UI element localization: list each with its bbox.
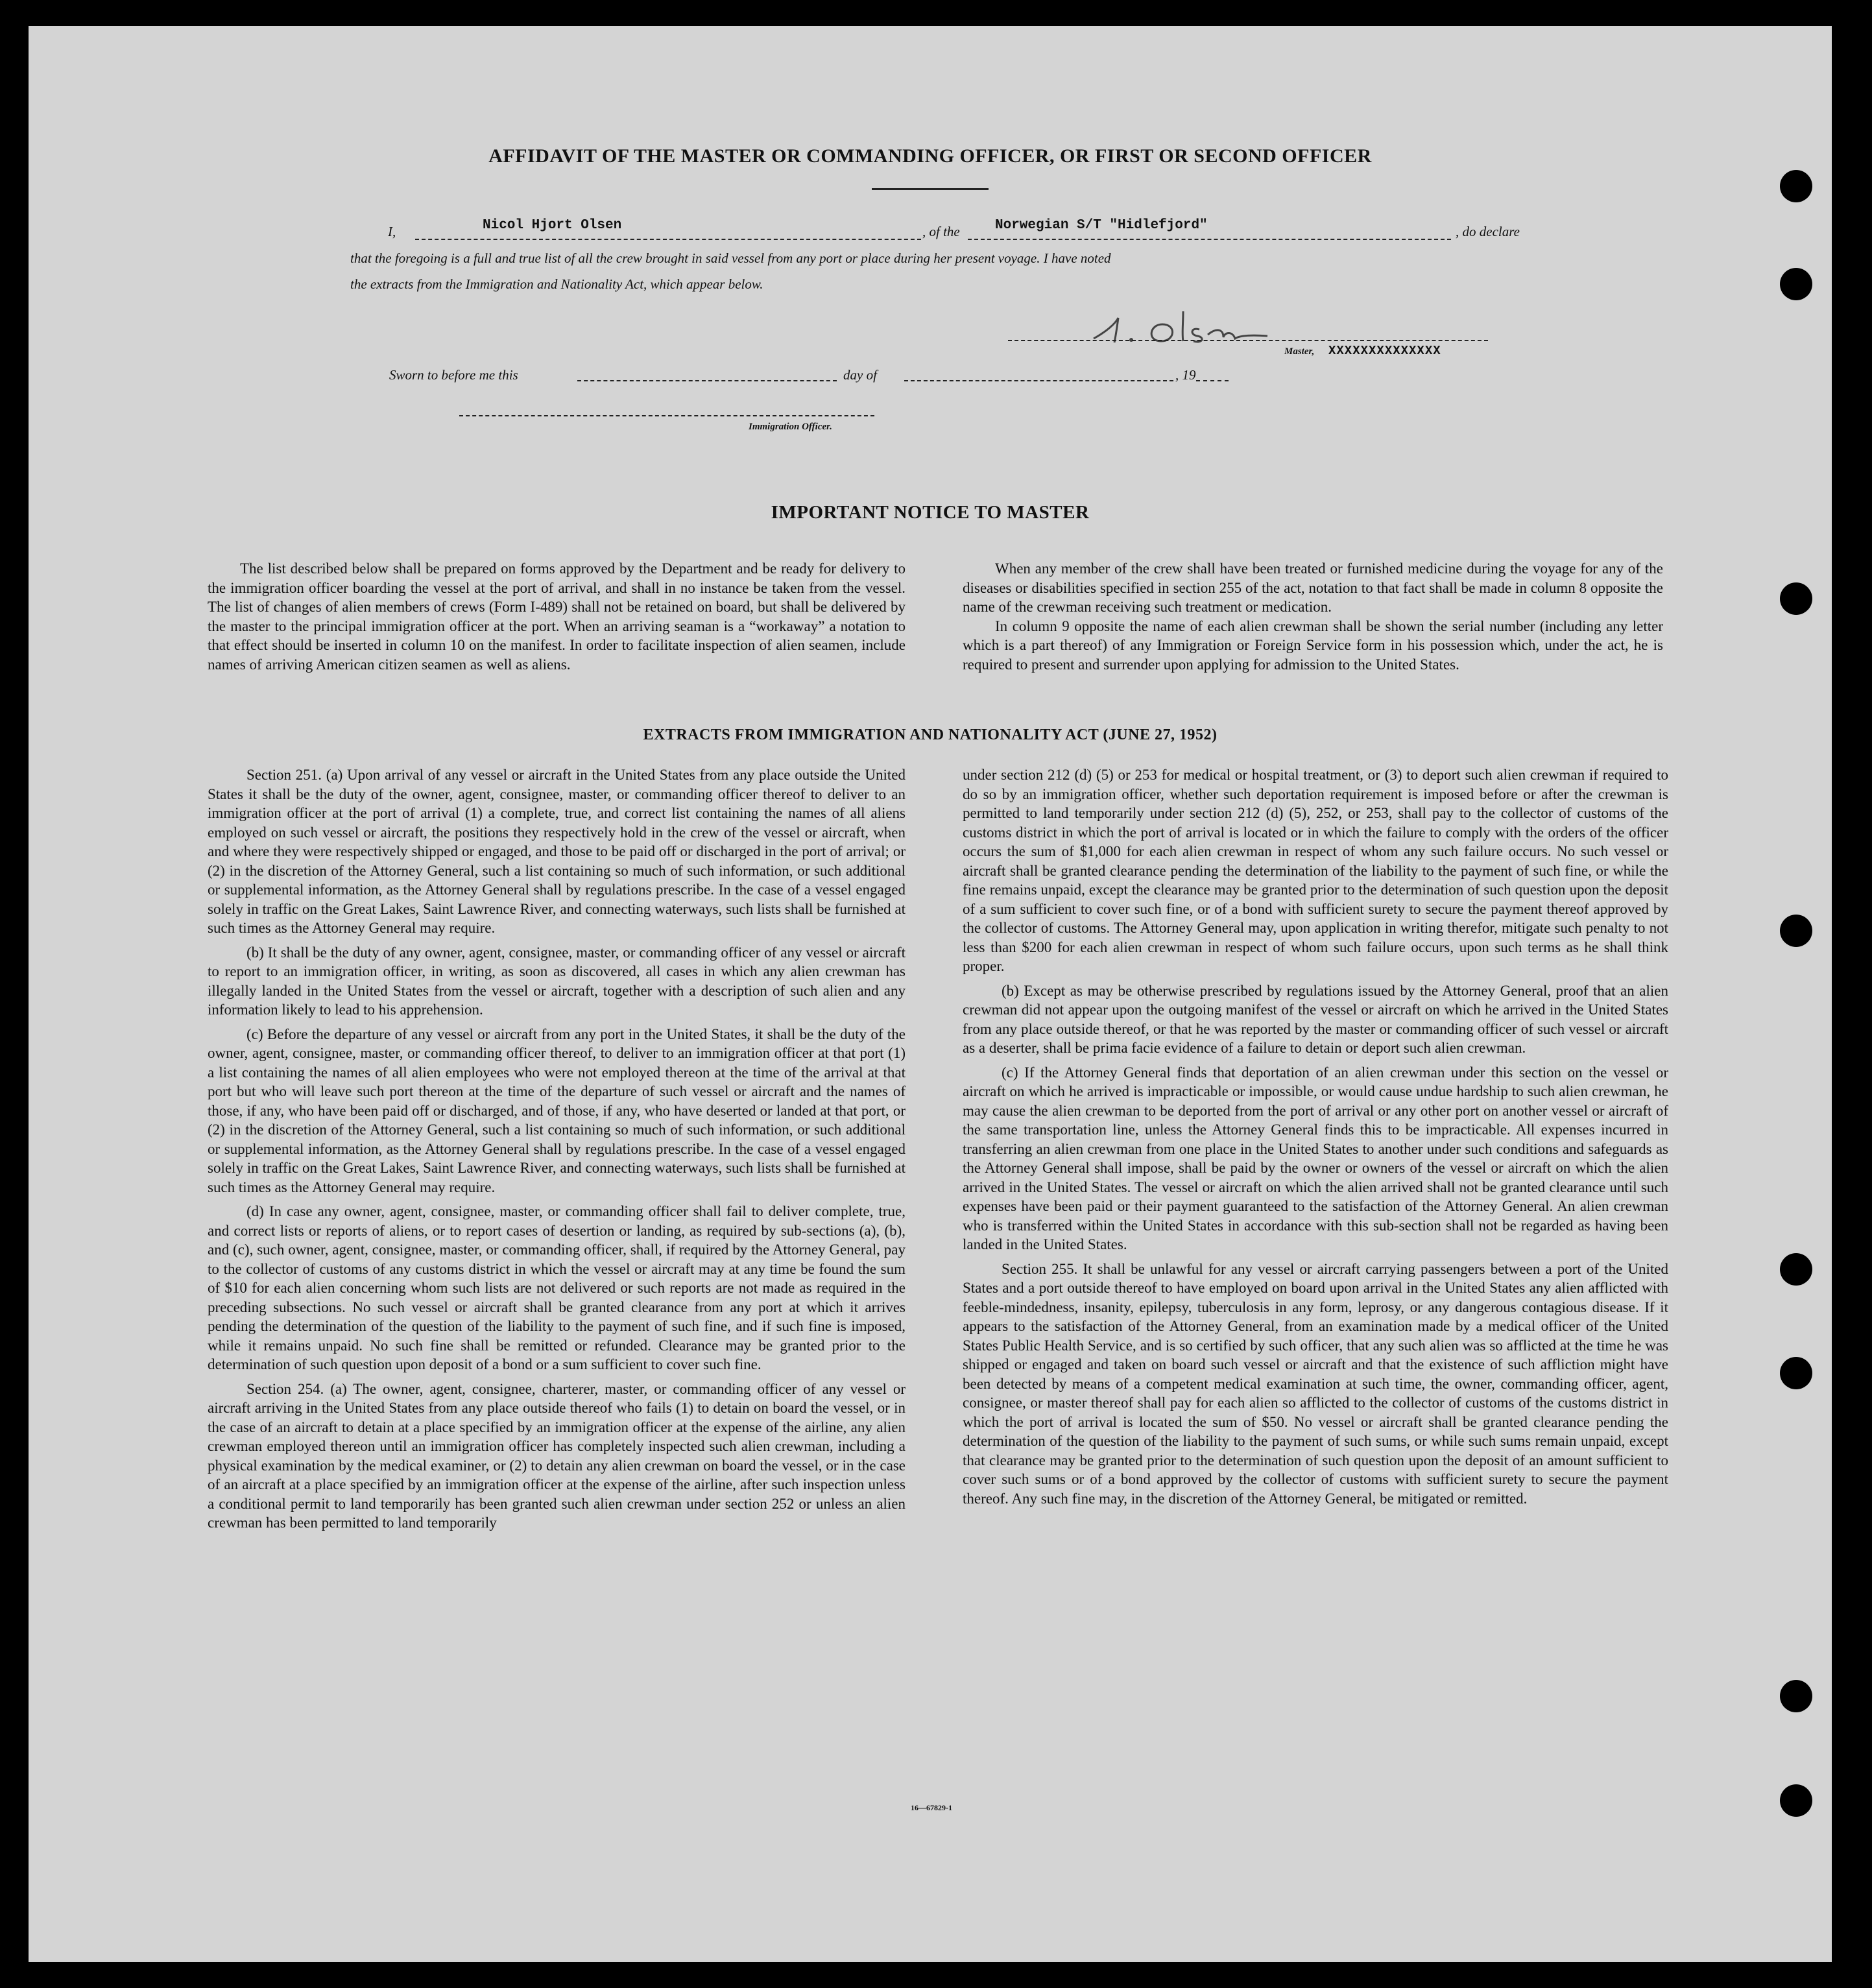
notice-paragraph: In column 9 opposite the name of each alien crewman shall be shown the serial number (including any letter which is a part thereof) of any Immigration or Foreign Service form in his possession which, under the act, he is required to present and surrender upon applying for admission to the United States. <box>963 617 1663 673</box>
extracts-heading: EXTRACTS FROM IMMIGRATION AND NATIONALITY ACT (JUNE 27, 1952) <box>643 726 1218 743</box>
do-declare-label: , do declare <box>1456 224 1520 239</box>
extracts-left-column <box>208 765 906 1538</box>
day-of-label: day of <box>843 367 877 383</box>
master-title-label: Master, <box>1284 346 1315 357</box>
affidavit-title: AFFIDAVIT OF THE MASTER OR COMMANDING OFFICER, OR FIRST OR SECOND OFFICER <box>488 145 1372 167</box>
affidavit-page <box>29 26 1832 1962</box>
extracts-right-column <box>963 765 1668 1513</box>
notice-paragraph: The list described below shall be prepared on forms approved by the Department and be ready for delivery to the immigration officer boarding the vessel at the port of arrival, and shall in no instance be taken from the vessel. The list of changes of alien members of crews (Form I-489) shall not be retained on board, but shall be delivered by the master to the principal immigration officer at the port. When an arriving seaman is a “workaway” a notation to that effect should be inserted in column 10 on the manifest. In order to facilitate inspection of alien seamen, include names of arriving American citizen seamen as well as aliens. <box>208 560 906 673</box>
punch-hole <box>1780 1680 1812 1712</box>
immigration-officer-label: Immigration Officer. <box>749 422 832 432</box>
master-name-field[interactable]: Nicol Hjort Olsen <box>483 218 622 233</box>
statute-paragraph: (d) In case any owner, agent, consignee, master, or commanding officer shall fail to deliver complete, true, and correct lists or reports of aliens, or to report cases of desertion or landing, as required by sub-sections (a), (b), and (c), such owner, agent, consignee, master, or commanding officer, shall, if required by the Attorney General, pay to the collector of customs of any customs district in which the vessel or aircraft may at any time be found the sum of $10 for each alien concerning whom such lists are not delivered or such reports are not made as required in the preceding subsections. No such vessel or aircraft shall be granted clearance from any port at which it arrives pending the determination of the question of the liability to the payment of such fine, and if such fine is imposed, while it remains unpaid. No such fine shall be remitted or refunded. Clearance may be granted prior to the determination of such question upon deposit of a bond or a sum sufficient to cover such fine. <box>208 1203 906 1372</box>
notice-heading: IMPORTANT NOTICE TO MASTER <box>771 502 1090 523</box>
master-signature <box>1079 298 1287 357</box>
punch-hole <box>1780 582 1812 615</box>
vessel-field[interactable]: Norwegian S/T "Hidlefjord" <box>995 218 1208 233</box>
name-line <box>415 239 921 240</box>
statute-paragraph: (c) Before the departure of any vessel or aircraft from any port in the United States, it shall be the duty of the owner, agent, consignee, master, or commanding officer thereof, to deliver to an immigration officer at that port (1) a list containing the names of all alien employees who were not employed thereon at the time of the arrival at that port but who will leave such port thereon at the time of the departure of such vessel or aircraft and the names of those, if any, who have been paid off or discharged, and of those, if any, who have deserted or landed at that port, or (2) in the discretion of the Attorney General, such a list containing so much of such information, or such additional or supplemental information, as the Attorney General shall by regulations prescribe. In the case of a vessel engaged solely in traffic on the Great Lakes, Saint Lawrence River, and connecting waterways, such lists shall be furnished at such times as the Attorney General may require. <box>208 1025 906 1195</box>
punch-hole <box>1780 268 1812 300</box>
sworn-label: Sworn to before me this <box>389 367 518 383</box>
punch-hole <box>1780 1784 1812 1817</box>
statute-paragraph: (c) If the Attorney General finds that deportation of an alien crewman under this section on the vessel or aircraft on which he arrived is impracticable or impossible, or would cause undue hardship to such alien crewman, he may cause the alien crewman to be deported from the port of arrival or any other port on another vessel or aircraft of the same transportation line, unless the Attorney General finds this to be impracticable. All expenses incurred in transferring an alien crewman from one place in the United States to another under such conditions and safeguards as the Attorney General shall impose, shall be paid by the owner or owners of the vessel or aircraft on which the alien arrived in the United States. The vessel or aircraft on which the alien arrived shall not be granted clearance until such expenses have been paid or their payment guaranteed to the satisfaction of the Attorney General. An alien crewman who is transferred within the United States in accordance with this sub-section shall not be regarded as having been landed in the United States. <box>963 1064 1668 1252</box>
punch-hole <box>1780 1253 1812 1286</box>
statute-paragraph: Section 254. (a) The owner, agent, consignee, charterer, master, or commanding officer of any vessel or aircraft arriving in the United States from any place outside thereof who fails (1) to detain on board the vessel, or in the case of an aircraft to detain at a place specified by an immigration officer at the expense of the airline, any alien crewman employed thereon until an immigration officer has completely inspected such alien crewman, including a physical examination by the medical examiner, or (2) to detain any alien crewman on board the vessel, or in the case of an aircraft at a place specified by an immigration officer at the expense of the airline, after such inspection unless a conditional permit to land temporarily has been granted such alien crewman under section 252 or unless an alien crewman has been permitted to land temporarily <box>208 1380 906 1531</box>
statute-paragraph: (b) It shall be the duty of any owner, agent, consignee, master, or commanding officer of any vessel or aircraft to report to an immigration officer, in writing, as soon as discovered, all cases in which any alien crewman has illegally landed in the United States from the vessel or aircraft, together with a description of such alien and any information likely to lead to his apprehension. <box>208 944 906 1018</box>
punch-hole <box>1780 1357 1812 1389</box>
vessel-line <box>968 239 1451 240</box>
year-line <box>1196 380 1229 381</box>
affidavit-i-label: I, <box>388 224 396 239</box>
statute-paragraph: Section 251. (a) Upon arrival of any vessel or aircraft in the United States from any place outside the United States it shall be the duty of the owner, agent, consignee, master, or commanding officer thereof to deliver to an immigration officer at the port of arrival (1) a complete, true, and correct list containing the names of all aliens employed on such vessel or aircraft, the positions they respectively hold in the crew of the vessel or aircraft, when and where they were respectively shipped or engaged, and those to be paid off or discharged in the port of arrival; or (2) in the discretion of the Attorney General, such a list containing so much of such information, or such additional or supplemental information, as the Attorney General shall by regulations prescribe. In the case of a vessel engaged solely in traffic on the Great Lakes, Saint Lawrence River, and connecting waterways, such lists shall be furnished at such times as the Attorney General may require. <box>208 767 906 936</box>
declaration-line-1: that the foregoing is a full and true list of all the crew brought in said vessel from any port or place during her present voyage. I have noted <box>350 250 1111 266</box>
signature-line <box>1008 340 1488 341</box>
declaration-line-2: the extracts from the Immigration and Nationality Act, which appear below. <box>350 276 763 292</box>
punch-hole <box>1780 170 1812 202</box>
year-prefix-label: , 19 <box>1175 367 1196 383</box>
notice-paragraph: When any member of the crew shall have been treated or furnished medicine during the voyage for any of the diseases or disabilities specified in section 255 of the act, notation to that fact shall be made in column 8 opposite the name of the crewman receiving such treatment or medication. <box>963 560 1663 615</box>
statute-paragraph: under section 212 (d) (5) or 253 for medical or hospital treatment, or (3) to deport such alien crewman if required to do so by an immigration officer, whether such deportation requirement is imposed before or after the crewman is permitted to land temporarily under section 212 (d) (5), 252, or 253, shall pay to the collector of customs of the customs district in which the port of arrival is located or in which the failure to comply with the orders of the officer occurs the sum of $1,000 for each alien crewman in respect of whom any such failure occurs. No such vessel or aircraft shall be granted clearance pending the determination of the liability to the payment of such fine, or while the fine remains unpaid, except the clearance may be granted prior to the determination of such question upon the deposit of a sum sufficient to cover such fine, or of a bond with sufficient surety to secure the payment thereof approved by the collector of customs. The Attorney General may, upon application in writing therefor, mitigate such penalty to not less than $200 for each alien crewman in respect of whom such failure occurs, upon such terms as he shall think proper. <box>963 767 1668 974</box>
form-number: 16—67829-1 <box>911 1803 952 1812</box>
sworn-date-line <box>577 380 837 381</box>
notice-right-column <box>963 559 1663 674</box>
of-the-label: , of the <box>922 224 960 239</box>
immigration-officer-line <box>459 415 874 416</box>
struck-out-officer-title: XXXXXXXXXXXXXX <box>1328 344 1441 358</box>
title-rule <box>872 188 989 190</box>
month-line <box>904 380 1173 381</box>
statute-paragraph: (b) Except as may be otherwise prescribed by regulations issued by the Attorney General, proof that an alien crewman did not appear upon the outgoing manifest of the vessel or aircraft on which he arrived in the United States from any place outside thereof, or that he was reported by the master or commanding officer of such vessel or aircraft as a deserter, shall be prima facie evidence of a failure to detain or deport such alien crewman. <box>963 982 1668 1056</box>
punch-hole <box>1780 915 1812 947</box>
statute-paragraph: Section 255. It shall be unlawful for any vessel or aircraft carrying passengers between a port of the United States and a port outside thereof to have employed on board upon arrival in the United States any alien afflicted with feeble-mindedness, insanity, epilepsy, tuberculosis in any form, leprosy, or any dangerous contagious disease. If it appears to the satisfaction of the Attorney General, from an examination made by a medical officer of the United States Public Health Service, and is so certified by such officer, that any such alien was so afflicted at the time he was shipped or engaged and taken on board such vessel or aircraft and that the existence of such affliction might have been detected by means of a competent medical examination at such time, the owner, commanding officer, agent, consignee, or master thereof shall pay for each alien so afflicted to the collector of customs of the customs district in which the port of arrival is located the sum of $50. No vessel or aircraft shall be granted clearance pending the determination of the question of the liability to the payment of such sums, or while such sums remain unpaid, except that clearance may be granted prior to the determination of such question upon the deposit of an amount sufficient to cover such sums or of a bond approved by the collector of customs with sufficient surety to secure the payment thereof. Any such fine may, in the discretion of the Attorney General, be mitigated or remitted. <box>963 1260 1668 1507</box>
notice-left-column <box>208 559 906 674</box>
